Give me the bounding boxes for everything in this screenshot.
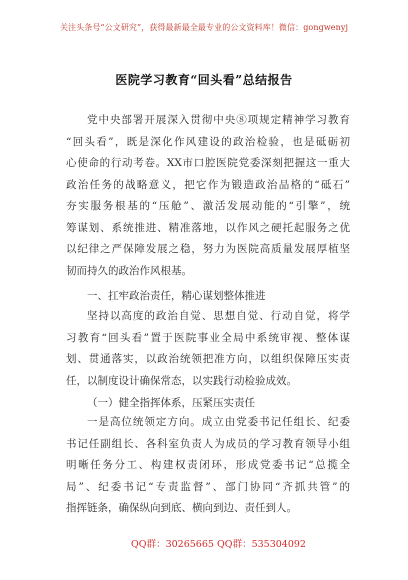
subsection1-line: 局”、纪委书记“专责监督”、部门协同“齐抓共管”的: [66, 480, 350, 493]
subsection1-line: 一是高位统领定方向。成立由党委书记任组长、纪委: [87, 416, 350, 428]
top-banner: 关注头条号“公文研究”，获得最新最全最专业的公文资料库！微信：gongwenyj: [59, 23, 349, 32]
section1-paragraph: [66, 306, 350, 392]
intro-line: 以纪律之严保障发展之稳，努力为医院高质量发展厚植坚: [66, 243, 350, 255]
section1-line: 坚持以高度的政治自觉、思想自觉、行动自觉，将学: [87, 310, 350, 322]
intro-paragraph: [66, 110, 350, 282]
subsection1-paragraph: [66, 412, 350, 520]
subsection1-line: 明晰任务分工、构建权责闭环，形成党委书记“总揽全: [66, 459, 350, 471]
intro-line: “回头看”，既是深化作风建设的政治检验，也是砥砺初: [66, 135, 350, 148]
document-title: 医院学习教育“回头看”总结报告: [115, 73, 293, 87]
intro-line: 党中央部署开展深入贯彻中央⑧项规定精神学习教育: [87, 114, 350, 126]
section1-line: 任，以制度设计确保常态，以实践行动检验成效。: [66, 374, 297, 387]
subsection1-line: 书记任副组长、各科室负责人为成员的学习教育领导小组: [66, 437, 350, 450]
intro-line: 韧而持久的政治作风根基。: [66, 264, 192, 277]
section1-line: 划、贯通落实，以政治统领把准方向，以组织保障压实责: [66, 353, 350, 365]
subsection1-line: 指挥链条，确保纵向到底、横向到边、责任到人。: [66, 502, 297, 514]
intro-line: 政治任务的战略意义，把它作为锻造政治品格的“砥石”: [66, 178, 350, 191]
qq-group-1: QQ群：30265665: [131, 539, 214, 550]
section1-line: 习教育“回头看”置于医院事业全局中系统审视、整体谋: [66, 331, 350, 344]
subsection1-heading: （一）健全指挥体系，压紧压实责任: [87, 397, 255, 409]
intro-line: 筹谋划、系统推进、精准落地，以作风之硬托起服务之优: [66, 221, 350, 234]
intro-line: 心使命的行动考卷。XX市口腔医院党委深刻把握这一重大: [66, 157, 350, 169]
section1-heading: 一、扛牢政治责任，精心谋划整体推进: [87, 290, 266, 302]
intro-line: 夯实服务根基的“压舱”、激活发展动能的“引擎”，统: [66, 200, 350, 212]
qq-group-2: QQ群：535304092: [217, 539, 306, 550]
